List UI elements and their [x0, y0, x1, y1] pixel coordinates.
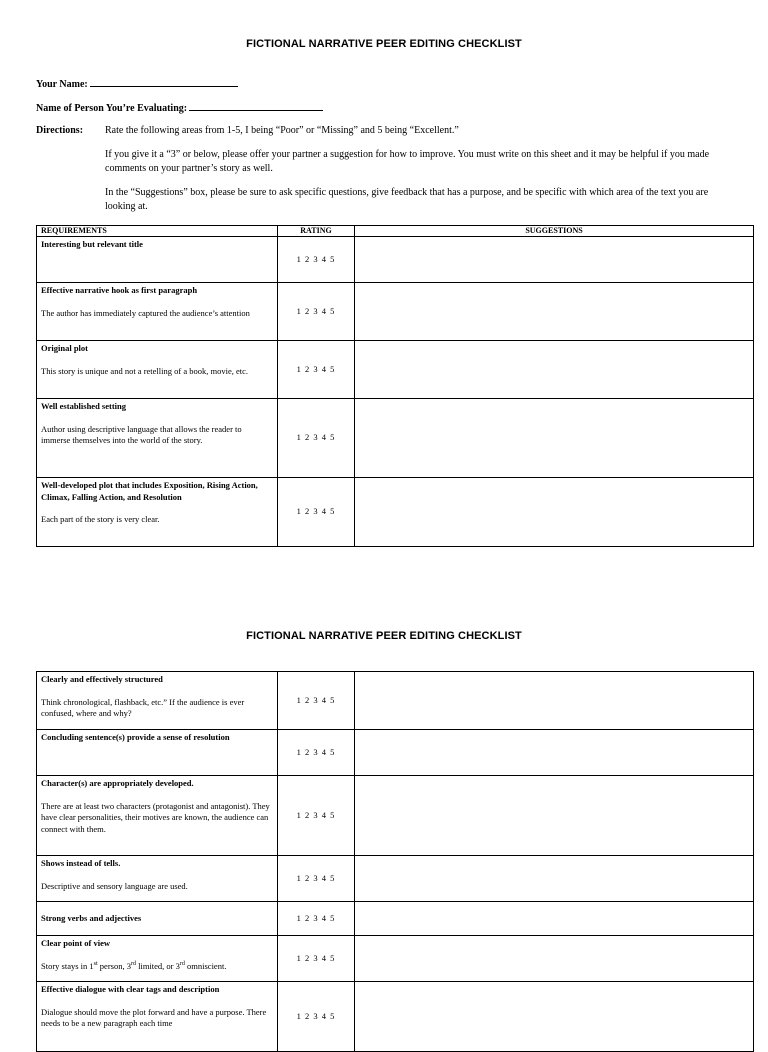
directions-label: Directions: — [36, 125, 84, 136]
direction-suggestion: If you give it a “3” or below, please offer your partner a suggestion for how to improve. You must write on this sheet and it may be helpful if you made comments on your partner’s story as well. — [105, 149, 710, 174]
rating-scale: 1 2 3 4 5 — [278, 237, 355, 283]
your-name-label: Your Name: — [36, 79, 88, 90]
suggestion-cell[interactable] — [355, 341, 754, 399]
criterion: Effective narrative hook as first paragraph — [41, 285, 198, 295]
criterion-description: There are at least two characters (protagonist and antagonist). They have clear personalities, their motives are known, the audience can connect with them. — [41, 800, 270, 834]
suggestion-cell[interactable] — [355, 478, 754, 547]
evaluating-field — [36, 101, 323, 114]
direction-rating: Rate the following areas from 1-5, I being “Poor” or “Missing” and 5 being “Excellent.” — [105, 125, 459, 136]
criterion: Strong verbs and adjectives — [41, 912, 142, 923]
table-row — [37, 237, 754, 283]
criterion: Well-developed plot that includes Exposition, Rising Action, Climax, Falling Action, and Resolution — [41, 480, 258, 502]
criterion-description: Story stays in 1st person, 3rd limited, or 3rd omniscient. — [41, 960, 227, 971]
suggestion-cell[interactable] — [355, 936, 754, 982]
rating-scale: 1 2 3 4 5 — [278, 902, 355, 936]
criterion: Concluding sentence(s) provide a sense of resolution — [41, 732, 230, 742]
criterion: Original plot — [41, 343, 88, 353]
criterion-description: Think chronological, flashback, etc.” If the audience is ever confused, where and why? — [41, 696, 245, 718]
suggestion-cell[interactable] — [355, 672, 754, 730]
table-row — [37, 776, 754, 856]
rating-scale: 1 2 3 4 5 — [278, 730, 355, 776]
suggestion-cell[interactable] — [355, 776, 754, 856]
suggestion-cell[interactable] — [355, 856, 754, 902]
table-header — [37, 226, 754, 237]
page-title-2: FICTIONAL NARRATIVE PEER EDITING CHECKLIST — [246, 630, 522, 642]
suggestion-cell[interactable] — [355, 237, 754, 283]
table-row — [37, 672, 754, 730]
table-row — [37, 478, 754, 547]
table-row — [37, 283, 754, 341]
rating-scale: 1 2 3 4 5 — [278, 936, 355, 982]
table-row — [37, 730, 754, 776]
table-row — [37, 982, 754, 1052]
criterion: Shows instead of tells. — [41, 858, 121, 868]
direction-suggestions-box: In the “Suggestions” box, please be sure to ask specific questions, give feedback that has a purpose, and be specific with which area of the text you are looking at. — [105, 187, 709, 212]
evaluating-label: Name of Person You’re Evaluating: — [36, 103, 188, 114]
criterion-description: Descriptive and sensory language are used. — [41, 880, 188, 891]
rating-scale: 1 2 3 4 5 — [278, 776, 355, 856]
your-name-field — [36, 77, 238, 90]
rating-scale: 1 2 3 4 5 — [278, 856, 355, 902]
criterion-description: Dialogue should move the plot forward and have a purpose. There needs to be a new paragraph each time — [41, 1006, 267, 1028]
suggestion-cell[interactable] — [355, 399, 754, 478]
criterion: Clearly and effectively structured — [41, 674, 163, 684]
header-rating: RATING — [278, 226, 355, 237]
rating-scale: 1 2 3 4 5 — [278, 478, 355, 547]
criterion-description: Author using descriptive language that allows the reader to immerse themselves into the world of the story. — [41, 423, 242, 445]
table-row — [37, 399, 754, 478]
rating-scale: 1 2 3 4 5 — [278, 982, 355, 1052]
table-row — [37, 936, 754, 982]
criterion: Clear point of view — [41, 938, 111, 948]
table-row — [37, 341, 754, 399]
criterion: Effective dialogue with clear tags and description — [41, 984, 220, 994]
criterion: Well established setting — [41, 401, 127, 411]
criterion: Character(s) are appropriately developed. — [41, 778, 194, 788]
suggestion-cell[interactable] — [355, 283, 754, 341]
rating-scale: 1 2 3 4 5 — [278, 341, 355, 399]
your-name-blank — [90, 77, 238, 87]
table-row — [37, 856, 754, 902]
rating-scale: 1 2 3 4 5 — [278, 672, 355, 730]
criterion-description: The author has immediately captured the audience’s attention — [41, 307, 250, 318]
criterion: Interesting but relevant title — [41, 239, 143, 249]
page-title: FICTIONAL NARRATIVE PEER EDITING CHECKLIST — [246, 38, 522, 50]
suggestion-cell[interactable] — [355, 982, 754, 1052]
rating-scale: 1 2 3 4 5 — [278, 283, 355, 341]
suggestion-cell[interactable] — [355, 730, 754, 776]
suggestion-cell[interactable] — [355, 902, 754, 936]
criterion-description: Each part of the story is very clear. — [41, 514, 160, 524]
evaluating-blank — [189, 101, 323, 111]
header-requirements: REQUIREMENTS — [37, 226, 278, 237]
rating-scale: 1 2 3 4 5 — [278, 399, 355, 478]
checklist-table-1 — [36, 225, 754, 547]
header-suggestions: SUGGESTIONS — [355, 226, 754, 237]
checklist-table-2 — [36, 671, 754, 1052]
criterion-description: This story is unique and not a retelling of a book, movie, etc. — [41, 365, 249, 376]
table-row — [37, 902, 754, 936]
